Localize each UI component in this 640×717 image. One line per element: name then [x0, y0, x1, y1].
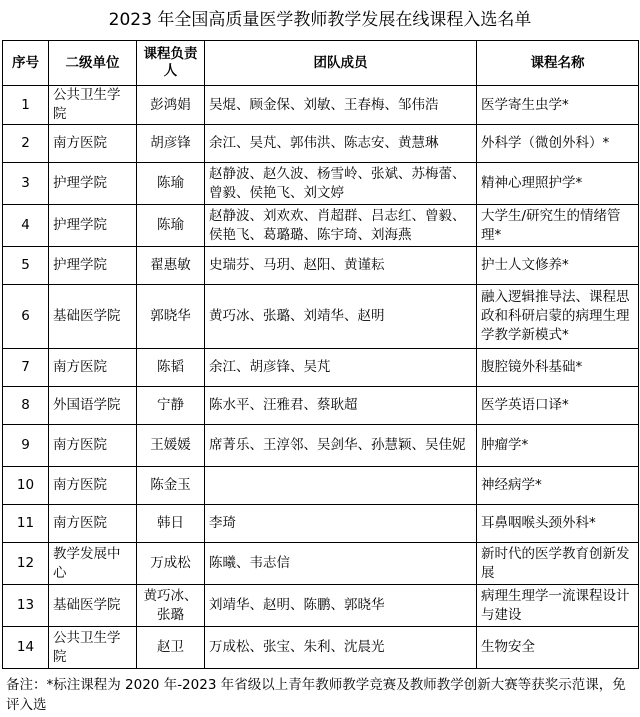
row-leader: 万成松 — [137, 543, 205, 585]
table-row — [3, 205, 639, 247]
row-team: 席菁乐、王淳邻、吴剑华、孙慧颖、吴佳妮 — [205, 425, 477, 467]
row-unit: 护理学院 — [49, 163, 137, 205]
row-no: 13 — [3, 585, 49, 627]
header-course: 课程名称 — [477, 41, 639, 86]
row-unit: 基础医学院 — [49, 585, 137, 627]
row-unit: 护理学院 — [49, 247, 137, 285]
table-row — [3, 86, 639, 125]
row-course: 生物安全 — [477, 627, 639, 669]
row-leader: 陈瑜 — [137, 163, 205, 205]
row-team — [205, 467, 477, 505]
table-row — [3, 285, 639, 349]
row-course: 大学生/研究生的情绪管理* — [477, 205, 639, 247]
row-unit: 护理学院 — [49, 205, 137, 247]
row-course: 融入逻辑推导法、课程思政和科研启蒙的病理生理学教学新模式* — [477, 285, 639, 349]
row-leader: 陈瑜 — [137, 205, 205, 247]
table-row — [3, 543, 639, 585]
row-team: 赵静波、刘欢欢、肖超群、吕志红、曾毅、侯艳飞、葛璐璐、陈宇琦、刘海燕 — [205, 205, 477, 247]
row-course: 神经病学* — [477, 467, 639, 505]
row-unit: 基础医学院 — [49, 285, 137, 349]
table-row — [3, 125, 639, 163]
row-unit: 南方医院 — [49, 505, 137, 543]
row-team: 史瑞芬、马玥、赵阳、黄谨耘 — [205, 247, 477, 285]
header-team: 团队成员 — [205, 41, 477, 86]
row-leader: 胡彦锋 — [137, 125, 205, 163]
row-team: 余江、吴芃、郭伟洪、陈志安、黄慧琳 — [205, 125, 477, 163]
row-no: 10 — [3, 467, 49, 505]
row-leader: 郭晓华 — [137, 285, 205, 349]
row-team: 刘靖华、赵明、陈鹏、郭晓华 — [205, 585, 477, 627]
row-team: 陈水平、汪雅君、蔡耿超 — [205, 387, 477, 425]
row-no: 14 — [3, 627, 49, 669]
row-leader: 韩日 — [137, 505, 205, 543]
row-leader: 陈金玉 — [137, 467, 205, 505]
row-no: 9 — [3, 425, 49, 467]
page-title: 2023 年全国高质量医学教师教学发展在线课程入选名单 — [108, 10, 532, 30]
row-course: 腹腔镜外科基础* — [477, 349, 639, 387]
row-no: 2 — [3, 125, 49, 163]
table-row — [3, 425, 639, 467]
row-no: 6 — [3, 285, 49, 349]
row-leader: 黄巧冰、张璐 — [137, 585, 205, 627]
table-row — [3, 247, 639, 285]
row-unit: 公共卫生学院 — [49, 627, 137, 669]
header-no: 序号 — [3, 41, 49, 86]
footnote: 备注：*标注课程为 2020 年-2023 年省级以上青年教师教学竞赛及教师教学创新大赛等获奖示范课，免评入选 — [6, 677, 626, 713]
row-no: 1 — [3, 86, 49, 125]
row-team: 赵静波、赵久波、杨雪岭、张斌、苏梅蕾、曾毅、侯艳飞、刘文婷 — [205, 163, 477, 205]
row-leader: 陈韬 — [137, 349, 205, 387]
header-leader: 课程负责人 — [137, 41, 205, 86]
row-leader: 彭鸿娟 — [137, 86, 205, 125]
row-team: 余江、胡彦锋、吴芃 — [205, 349, 477, 387]
row-course: 新时代的医学教育创新发展 — [477, 543, 639, 585]
row-team: 万成松、张宝、朱利、沈晨光 — [205, 627, 477, 669]
table-row — [3, 163, 639, 205]
row-no: 4 — [3, 205, 49, 247]
course-table — [2, 40, 639, 669]
row-unit: 教学发展中心 — [49, 543, 137, 585]
row-no: 12 — [3, 543, 49, 585]
row-no: 5 — [3, 247, 49, 285]
table-row — [3, 387, 639, 425]
row-leader: 王媛媛 — [137, 425, 205, 467]
row-course: 护士人文修养* — [477, 247, 639, 285]
row-course: 精神心理照护学* — [477, 163, 639, 205]
row-no: 3 — [3, 163, 49, 205]
row-course: 外科学（微创外科）* — [477, 125, 639, 163]
row-unit: 南方医院 — [49, 125, 137, 163]
row-team: 陈曦、韦志信 — [205, 543, 477, 585]
row-unit: 外国语学院 — [49, 387, 137, 425]
row-course: 病理生理学一流课程设计与建设 — [477, 585, 639, 627]
row-course: 耳鼻咽喉头颈外科* — [477, 505, 639, 543]
row-unit: 南方医院 — [49, 425, 137, 467]
row-unit: 公共卫生学院 — [49, 86, 137, 125]
row-team: 黄巧冰、张璐、刘靖华、赵明 — [205, 285, 477, 349]
row-no: 11 — [3, 505, 49, 543]
table-row — [3, 505, 639, 543]
row-leader: 赵卫 — [137, 627, 205, 669]
row-unit: 南方医院 — [49, 467, 137, 505]
table-row — [3, 467, 639, 505]
table-row — [3, 627, 639, 669]
row-course: 肿瘤学* — [477, 425, 639, 467]
row-team: 吴焜、顾金保、刘敏、王春梅、邹伟浩 — [205, 86, 477, 125]
table-row — [3, 349, 639, 387]
row-course: 医学英语口译* — [477, 387, 639, 425]
row-leader: 宁静 — [137, 387, 205, 425]
header-unit: 二级单位 — [49, 41, 137, 86]
table-row — [3, 585, 639, 627]
row-unit: 南方医院 — [49, 349, 137, 387]
row-leader: 翟惠敏 — [137, 247, 205, 285]
row-no: 8 — [3, 387, 49, 425]
row-no: 7 — [3, 349, 49, 387]
table-header-row — [3, 41, 639, 86]
row-team: 李琦 — [205, 505, 477, 543]
row-course: 医学寄生虫学* — [477, 86, 639, 125]
